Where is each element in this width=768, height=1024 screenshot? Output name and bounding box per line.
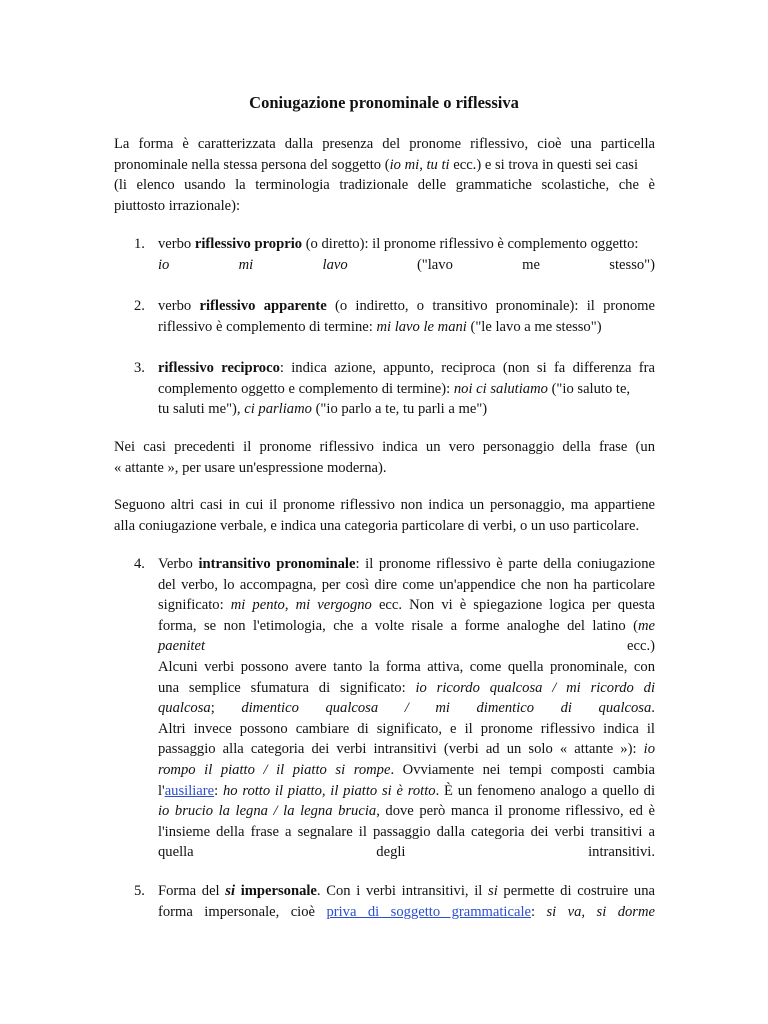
list-number: 5. — [134, 883, 145, 899]
list-item-body: Verbo intransitivo pronominale: il pronome riflessivo è parte della coniugazione del verbo, lo accompagna, per così dire come un'appendice che non ha particolare significato: mi pento, mi vergogno ecc. Non vi è spiegazione logica per questa forma, se non l'etimologia, che a volte risale a forme analoghe del latino (me paenitet ecc.) Alcuni verbi possono avere tanto la forma attiva, come quella pronominale, con una semplice sfumatura di significato: io ricordo qualcosa / mi ricordo di qualcosa; dimentico qualcosa / mi dimentico di qualcosa. Altri invece possono cambiare di significato, e il pronome riflessivo indica il passaggio alla categoria dei verbi intransitivi (verbi ad un solo « attante »): io rompo il piatto / il piatto si rompe. Ovviamente nei tempi composti cambia l'ausiliare: ho rotto il piatto, il piatto si è rotto. È un fenomeno analogo a quello di io brucio la legna / la legna brucia, dove però manca il pronome riflessivo, ed è l'insieme della frase a segnalare il passaggio dalla categoria dei verbi transitivi a quella degli intransitivi. — [158, 556, 656, 861]
intro-line-2: pronominale nella stessa persona del soggetto (io mi, tu ti ecc.) e si trova in questi sei casi — [114, 156, 639, 173]
intro-line-4: piuttosto irrazionale): — [114, 197, 241, 214]
ausiliare-link[interactable]: ausiliare — [164, 782, 215, 799]
page-title: Coniugazione pronominale o riflessiva — [249, 93, 519, 112]
list-item-body: riflessivo reciproco: indica azione, appunto, reciproca (non si fa differenza fra complemento oggetto e complemento di termine): noi ci salutiamo ("io saluto te, tu saluti me"), ci parliamo ("io parlo a te, tu parli a me") — [158, 360, 655, 418]
intro-line-3: (li elenco usando la terminologia tradizionale delle grammatiche scolastiche, che è — [114, 177, 655, 194]
list-number: 1. — [134, 236, 145, 252]
list-number: 2. — [134, 298, 145, 314]
paragraph-2: Nei casi precedenti il pronome riflessivo indica un vero personaggio della frase (un « attante », per usare un'espressione moderna). — [114, 439, 655, 476]
list-number: 3. — [134, 360, 145, 376]
list-item-body: Forma del si impersonale. Con i verbi intransitivi, il si permette di costruire una forma impersonale, cioè priva di soggetto grammaticale: si va, si dorme — [158, 883, 655, 920]
list-item-body: verbo riflessivo apparente (o indiretto, o transitivo pronominale): il pronome riflessivo è complemento di termine: mi lavo le mani ("le lavo a me stesso") — [158, 298, 655, 335]
list-item-body: verbo riflessivo proprio (o diretto): il pronome riflessivo è complemento oggetto: io mi lavo ("lavo me stesso") — [158, 236, 655, 273]
list-number: 4. — [134, 556, 145, 572]
intro-paragraph — [114, 134, 655, 216]
intro-line-1: La forma è caratterizzata dalla presenza del pronome riflessivo, cioè una particella — [114, 136, 655, 152]
soggetto-grammaticale-link[interactable]: priva di soggetto grammaticale — [326, 903, 531, 920]
paragraph-3: Seguono altri casi in cui il pronome riflessivo non indica un personaggio, ma appartiene alla coniugazione verbale, e indica una categoria particolare di verbi, o un uso particolare. — [114, 497, 655, 534]
